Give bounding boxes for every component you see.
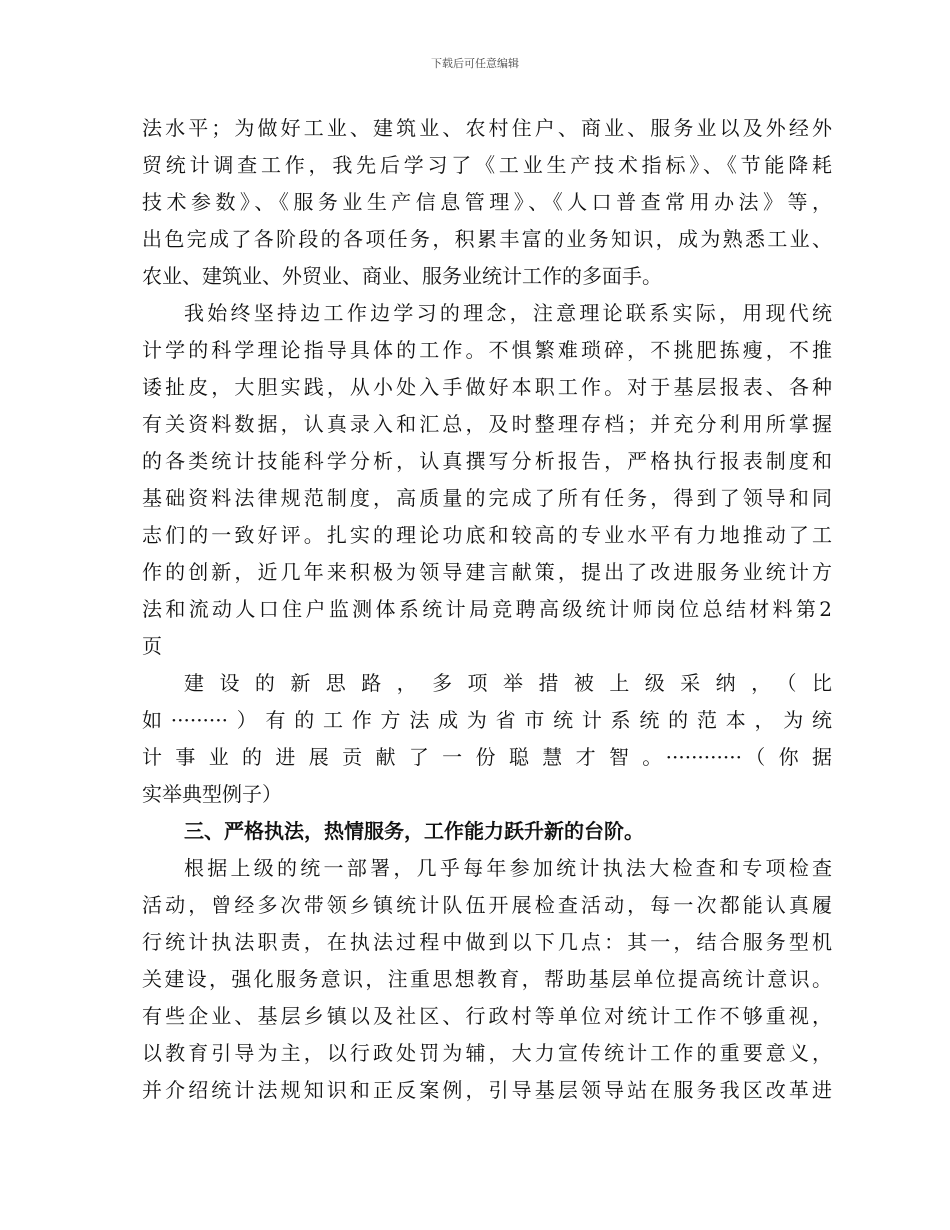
paragraph-4 <box>142 850 832 1109</box>
text-line: 计学的科学理论指导具体的工作。不惧繁难琐碎，不挑肥拣瘦，不推 <box>142 338 832 362</box>
text-line: 作的创新，近几年来积极为领导建言献策，提出了改进服务业统计方 <box>142 560 832 584</box>
text-line: 诿扯皮，大胆实践，从小处入手做好本职工作。对于基层报表、各种 <box>142 375 832 399</box>
section-heading-text: 三、严格执法，热情服务，工作能力跃升新的台阶。 <box>184 819 644 843</box>
paragraph-3 <box>142 665 832 813</box>
text-line: 计事业的进展贡献了一份聪慧才智。············（你据 <box>142 745 832 769</box>
text-line: 实举典型例子） <box>142 782 282 806</box>
document-body <box>142 110 832 1109</box>
text-line: 活动，曾经多次带领乡镇统计队伍开展检查活动，每一次都能认真履 <box>142 893 832 917</box>
text-line: 的各类统计技能科学分析，认真撰写分析报告，严格执行报表制度和 <box>142 449 832 473</box>
text-line: 技术参数》、《服务业生产信息管理》、《人口普查常用办法》等， <box>142 190 832 214</box>
page-header: 下载后可任意编辑 <box>431 57 519 70</box>
section-heading <box>142 813 832 850</box>
text-line: 并介绍统计法规知识和正反案例，引导基层领导站在服务我区改革进 <box>142 1078 832 1102</box>
text-line: 关建设，强化服务意识，注重思想教育，帮助基层单位提高统计意识。 <box>142 967 832 991</box>
text-line: 有关资料数据，认真录入和汇总，及时整理存档；并充分利用所掌握 <box>142 412 832 436</box>
text-line: 农业、建筑业、外贸业、商业、服务业统计工作的多面手。 <box>142 264 662 288</box>
paragraph-2 <box>142 295 832 665</box>
text-line: 如·········）有的工作方法成为省市统计系统的范本，为统 <box>142 708 832 732</box>
text-line: 有些企业、基层乡镇以及社区、行政村等单位对统计工作不够重视， <box>142 1004 832 1028</box>
text-line: 页 <box>142 634 162 658</box>
text-line: 出色完成了各阶段的各项任务，积累丰富的业务知识，成为熟悉工业、 <box>142 227 832 251</box>
text-line: 建设的新思路，多项举措被上级采纳，（比 <box>184 671 832 695</box>
text-line: 根据上级的统一部署，几乎每年参加统计执法大检查和专项检查 <box>184 856 832 880</box>
text-line: 志们的一致好评。扎实的理论功底和较高的专业水平有力地推动了工 <box>142 523 832 547</box>
paragraph-1 <box>142 110 832 295</box>
text-line: 我始终坚持边工作边学习的理念，注意理论联系实际，用现代统 <box>184 301 832 325</box>
text-line: 法水平；为做好工业、建筑业、农村住户、商业、服务业以及外经外 <box>142 116 832 140</box>
text-line: 贸统计调查工作，我先后学习了《工业生产技术指标》、《节能降耗 <box>142 153 832 177</box>
text-line: 以教育引导为主，以行政处罚为辅，大力宣传统计工作的重要意义， <box>142 1041 832 1065</box>
text-line: 行统计执法职责，在执法过程中做到以下几点：其一，结合服务型机 <box>142 930 832 954</box>
text-line: 法和流动人口住户监测体系统计局竞聘高级统计师岗位总结材料第2 <box>142 597 832 621</box>
text-line: 基础资料法律规范制度，高质量的完成了所有任务，得到了领导和同 <box>142 486 832 510</box>
